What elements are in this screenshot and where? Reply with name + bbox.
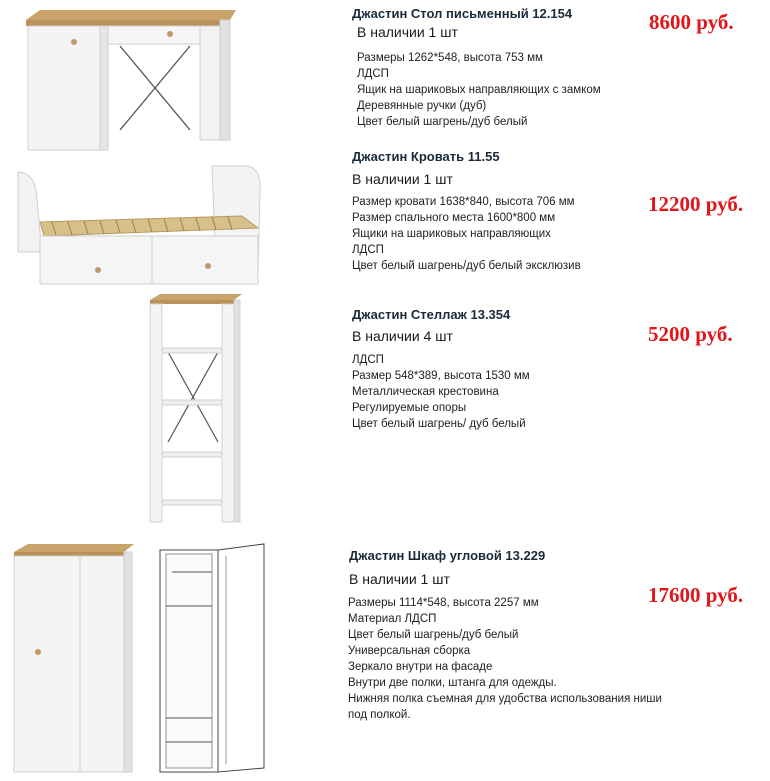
spec-list bbox=[352, 194, 581, 274]
spec-item: ЛДСП bbox=[352, 354, 384, 366]
spec-item: Цвет белый шагрень/дуб белый bbox=[348, 629, 519, 641]
spec-item: Внутри две полки, штанга для одежды. bbox=[348, 677, 557, 689]
bed-image bbox=[12, 162, 264, 288]
price: 8600 руб. bbox=[649, 10, 734, 34]
wardrobe-open-image bbox=[152, 542, 272, 776]
spec-item: Размер 548*389, высота 1530 мм bbox=[352, 370, 530, 382]
spec-item: Размеры 1114*548, высота 2257 мм bbox=[348, 597, 539, 609]
product-title: Джастин Стеллаж 13.354 bbox=[352, 307, 511, 322]
desk-image bbox=[22, 6, 242, 156]
spec-item: Регулируемые опоры bbox=[352, 402, 467, 414]
spec-item: под полкой. bbox=[348, 709, 411, 721]
stock-status: В наличии 1 шт bbox=[357, 24, 458, 40]
spec-item: Цвет белый шагрень/ дуб белый bbox=[352, 418, 526, 430]
spec-item: Размер кровати 1638*840, высота 706 мм bbox=[352, 196, 575, 208]
spec-item: ЛДСП bbox=[357, 68, 389, 80]
spec-item: Размер спального места 1600*800 мм bbox=[352, 212, 556, 224]
spec-item: Деревянные ручки (дуб) bbox=[357, 100, 487, 112]
spec-item: Ящики на шариковых направляющих bbox=[352, 228, 551, 240]
spec-item: Универсальная сборка bbox=[348, 645, 471, 657]
spec-item: ЛДСП bbox=[352, 244, 384, 256]
spec-item: Нижняя полка съемная для удобства использования ниши bbox=[348, 693, 662, 705]
price: 5200 руб. bbox=[648, 322, 733, 346]
spec-item: Ящик на шариковых направляющих с замком bbox=[357, 84, 601, 96]
spec-item: Зеркало внутри на фасаде bbox=[348, 661, 493, 673]
product-title: Джастин Кровать 11.55 bbox=[352, 149, 500, 164]
product-title: Джастин Стол письменный 12.154 bbox=[352, 6, 573, 21]
spec-item: Цвет белый шагрень/дуб белый bbox=[357, 116, 528, 128]
shelf-image bbox=[144, 292, 244, 526]
wardrobe-image bbox=[8, 542, 136, 776]
stock-status: В наличии 1 шт bbox=[352, 171, 453, 187]
product-title: Джастин Шкаф угловой 13.229 bbox=[349, 548, 546, 563]
spec-list bbox=[352, 352, 530, 432]
spec-item: Материал ЛДСП bbox=[348, 613, 437, 625]
spec-item: Металлическая крестовина bbox=[352, 386, 499, 398]
price: 12200 руб. bbox=[648, 192, 744, 216]
stock-status: В наличии 4 шт bbox=[352, 328, 453, 344]
spec-list bbox=[357, 50, 601, 130]
spec-list bbox=[348, 595, 662, 723]
price: 17600 руб. bbox=[648, 583, 744, 607]
spec-item: Размеры 1262*548, высота 753 мм bbox=[357, 52, 543, 64]
stock-status: В наличии 1 шт bbox=[349, 571, 450, 587]
spec-item: Цвет белый шагрень/дуб белый эксклюзив bbox=[352, 260, 581, 272]
